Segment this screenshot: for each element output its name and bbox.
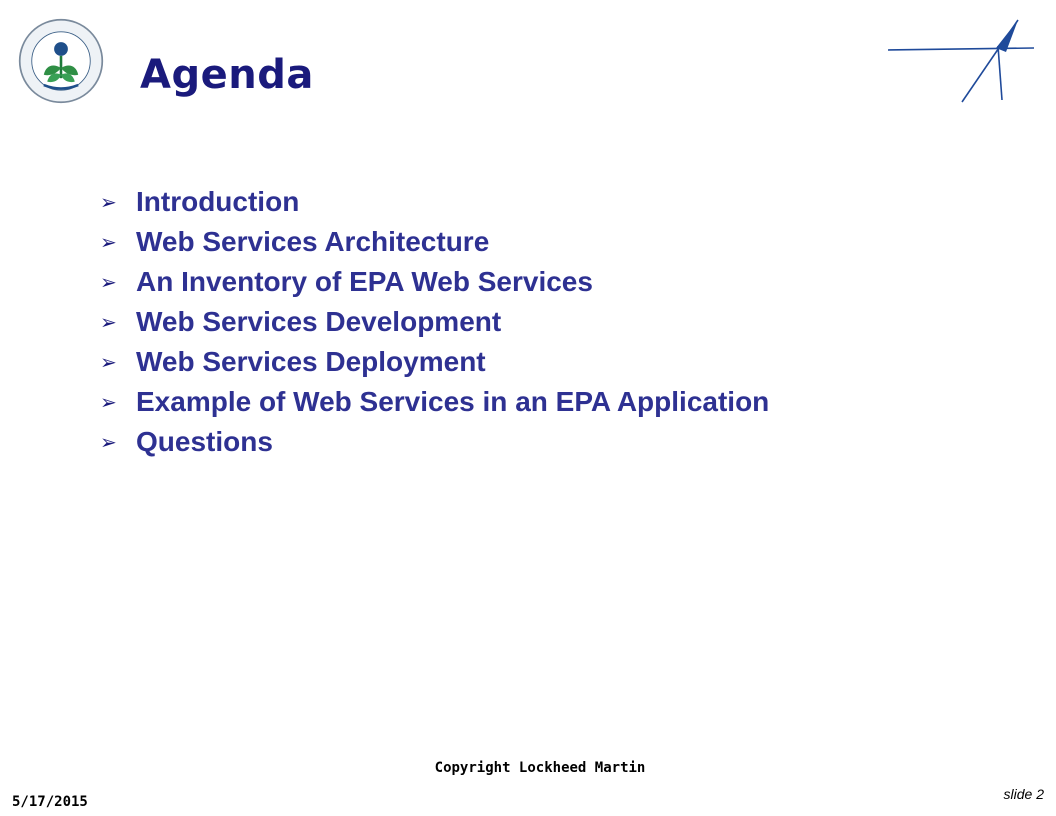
slide-number: slide 2 (1003, 786, 1044, 802)
arrow-bullet-icon: ➢ (100, 270, 117, 294)
agenda-item-label: Web Services Architecture (136, 226, 490, 257)
arrow-bullet-icon: ➢ (100, 230, 117, 254)
list-item (100, 382, 769, 422)
copyright-text: Copyright Lockheed Martin (434, 760, 646, 776)
agenda-item-label: Example of Web Services in an EPA Application (136, 386, 770, 417)
list-item (100, 262, 769, 302)
arrow-bullet-icon: ➢ (100, 310, 117, 334)
agenda-list (100, 182, 769, 462)
list-item (100, 302, 769, 342)
list-item (100, 182, 769, 222)
arrow-bullet-icon: ➢ (100, 190, 117, 214)
list-item (100, 342, 769, 382)
agenda-item-label: Questions (136, 426, 273, 457)
list-item (100, 422, 769, 462)
agenda-item-label: Web Services Deployment (136, 346, 486, 377)
arrow-bullet-icon: ➢ (100, 350, 117, 374)
epa-seal-icon (18, 18, 104, 104)
page-title: Agenda (140, 52, 314, 98)
arrow-bullet-icon: ➢ (100, 430, 117, 454)
agenda-item-label: Web Services Development (136, 306, 502, 337)
agenda-item-label: An Inventory of EPA Web Services (136, 266, 593, 297)
lockheed-martin-star-icon (886, 18, 1036, 104)
agenda-item-label: Introduction (136, 186, 300, 217)
arrow-bullet-icon: ➢ (100, 390, 117, 414)
slide-date: 5/17/2015 (12, 794, 88, 810)
list-item (100, 222, 769, 262)
